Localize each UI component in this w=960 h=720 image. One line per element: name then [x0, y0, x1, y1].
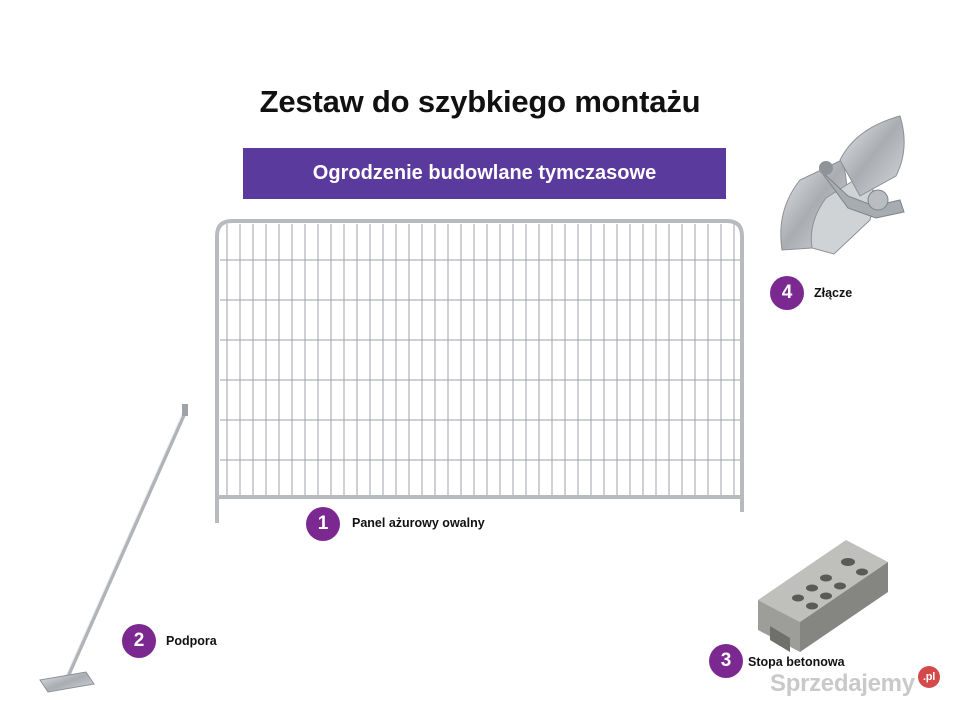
subtitle-banner: Ogrodzenie budowlane tymczasowe [243, 148, 726, 199]
concrete-block-icon [758, 540, 888, 652]
watermark-logo [770, 670, 935, 698]
watermark-badge: .pl [918, 666, 940, 688]
item-label-concrete-foot: Stopa betonowa [748, 655, 845, 669]
item-label-panel: Panel ażurowy owalny [352, 516, 485, 530]
item-number-badge-3: 3 [709, 644, 743, 678]
clamp-connector-icon [781, 116, 904, 254]
page-title: Zestaw do szybkiego montażu [259, 84, 701, 119]
watermark-text: Sprzedajemy [770, 670, 915, 697]
fence-panel-icon [217, 221, 742, 523]
item-number-badge-4: 4 [770, 276, 804, 310]
item-number-badge-1: 1 [306, 507, 340, 541]
item-label-connector: Złącze [814, 286, 853, 300]
support-brace-icon [40, 404, 188, 692]
item-label-support: Podpora [166, 634, 217, 648]
item-number-badge-2: 2 [122, 624, 156, 658]
